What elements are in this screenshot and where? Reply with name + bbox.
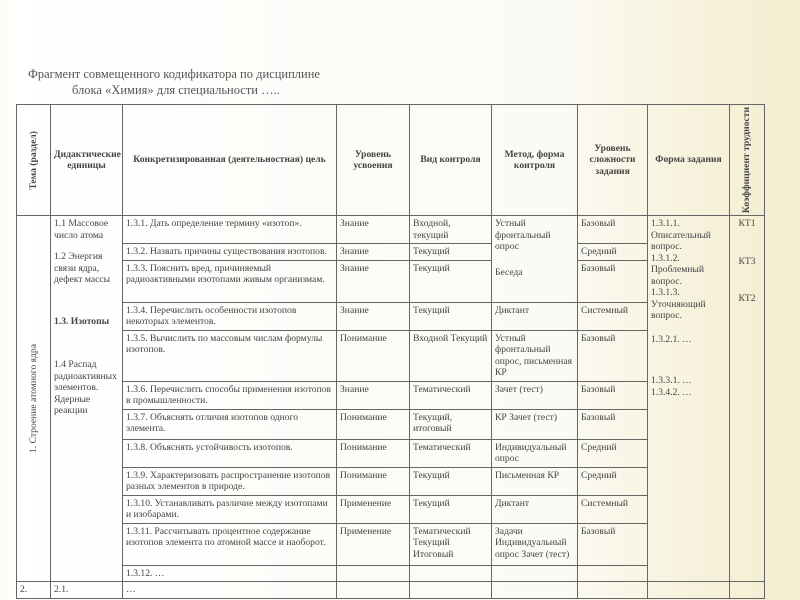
table-row [17,216,765,244]
table-row: 1.3.2. Назвать причины существования изотопов. Знание Текущий Средний [17,244,765,261]
tema-cell: 1. Строение атомного ядра [17,216,51,582]
header-didakt: Дидактические единицы [51,105,123,216]
forma-cell: 1.3.1.1. Описательный вопрос. 1.3.1.2. Проблемный вопрос. 1.3.1.3. Уточняющий вопрос. 1.3.2.1. … 1.3.3.1. … 1.3.4.2. … [648,216,730,582]
goal-cell: 1.3.1. Дать определение термину «изотоп». [123,216,337,244]
level-cell: Знание [337,216,410,244]
table-row [17,582,765,599]
header-vid: Вид контроля [410,105,492,216]
table-row: 1.3.12. … [17,565,765,582]
didakt-cell: 1.1 Массовое число атома 1.2 Энергия связи ядра, дефект массы 1.3. Изотопы 1.4 Распад радиоактивных элементов. Ядерные реакции [51,216,123,582]
page-title [28,66,728,98]
header-tema: Тема (раздел) [17,105,51,216]
title-line-1: Фрагмент совмещенного кодификатора по дисциплине [28,67,320,81]
table-row: 1.3.5. Вычислить по массовым числам формулы изотопов. Понимание Входной Текущий Устный фронтальный опрос, письменная КР Базовый [17,330,765,381]
header-uroven-slozh: Уровень сложности задания [578,105,648,216]
table-row: 1.3.4. Перечислить особенности изотопов некоторых элементов. Знание Текущий Диктант Системный [17,302,765,330]
header-koef: Коэффициент трудности [730,105,765,216]
left-border-strip [0,0,8,600]
header-konkret: Конкретизированная (деятельностная) цель [123,105,337,216]
slozh-cell: Базовый [578,216,648,244]
table-row: 1.3.8. Объяснять устойчивость изотопов. Понимание Тематический Индивидуальный опрос Средний [17,439,765,467]
table-row: 1.3.9. Характеризовать распространение изотопов разных элементов в природе. Понимание Текущий Письменная КР Средний [17,467,765,495]
koef-cell: КТ1 КТ3 КТ2 [730,216,765,582]
header-row [17,105,765,216]
table-row: 1.3.3. Пояснить вред, причиняемый радиоактивными изотопами живым организмам. Знание Текущий Базовый [17,260,765,302]
goal-cell-2: … [123,582,337,599]
table-row: 1.3.6. Перечислить способы применения изотопов в промышленности. Знание Тематический Зачет (тест) Базовый [17,381,765,409]
header-uroven: Уровень усвоения [337,105,410,216]
header-metod: Метод, форма контроля [492,105,578,216]
metod-cell: Устный фронтальный опрос Беседа [492,216,578,303]
vid-cell: Входной, текущий [410,216,492,244]
title-line-2: блока «Химия» для специальности ….. [72,83,280,97]
didakt-cell-2: 2.1. [51,582,123,599]
codifier-table [16,104,765,599]
table-row: 1.3.10. Устанавливать различие между изотопами и изобарами. Применение Текущий Диктант Системный [17,495,765,523]
tema-cell-2: 2. [17,582,51,599]
header-forma: Форма задания [648,105,730,216]
table-row: 1.3.7. Объяснять отличия изотопов одного элемента. Понимание Текущий, итоговый КР Зачет (тест) Базовый [17,409,765,439]
table-row: 1.3.11. Рассчитывать процентное содержание изотопов элемента по атомной массе и наоборот. Применение Тематический Текущий Итоговый Задачи Индивидуальный опрос Зачет (тест) Базовый [17,523,765,565]
